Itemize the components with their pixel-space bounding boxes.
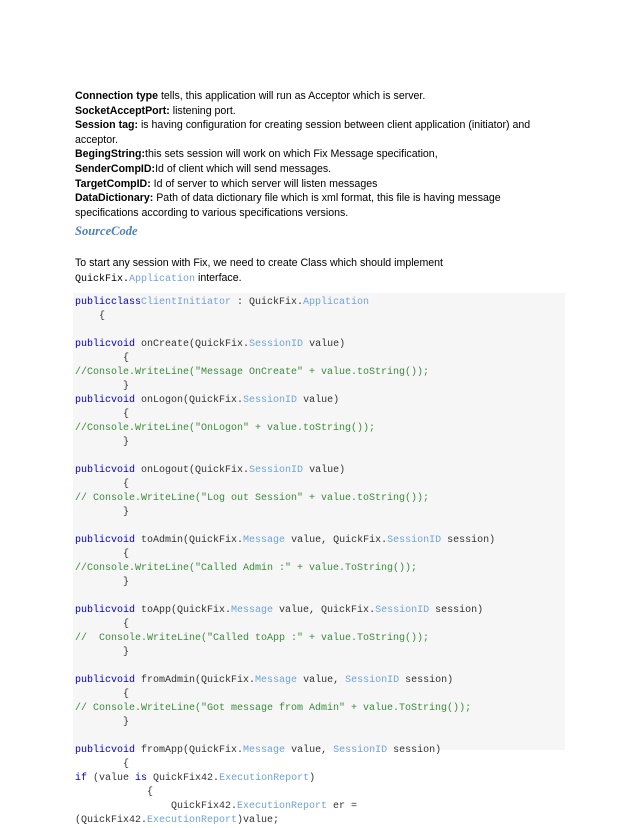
code-token: : QuickFix.: [231, 297, 304, 308]
definition-item: [75, 191, 565, 220]
code-token: Message: [255, 675, 298, 686]
code-line: [75, 492, 565, 506]
code-token: publicvoid: [75, 395, 136, 406]
code-token: }: [75, 717, 130, 728]
definition-item: [75, 147, 565, 162]
definition-text: Id of server to which server will listen messages: [150, 177, 378, 190]
intro-code-line: [75, 271, 443, 288]
code-token: is: [135, 773, 148, 784]
code-line: [75, 562, 565, 576]
definitions-list: [75, 89, 565, 220]
definition-item: [75, 89, 565, 104]
code-token: ExecutionReport: [147, 815, 238, 826]
code-line: [75, 338, 565, 352]
code-token: publicvoid: [75, 745, 136, 756]
code-line: [75, 590, 565, 604]
code-listing: [73, 293, 565, 828]
code-token: fromAdmin(QuickFix.: [135, 675, 256, 686]
code-token: toApp(QuickFix.: [135, 605, 232, 616]
code-line: [75, 758, 565, 772]
definition-term: TargetCompID:: [75, 177, 151, 190]
definition-text: Id of client which will send messages.: [155, 162, 332, 175]
code-line: [75, 646, 565, 660]
code-line: [75, 632, 565, 646]
section-heading: SourceCode: [75, 224, 138, 238]
code-line: [75, 478, 565, 492]
code-line: [75, 450, 565, 464]
definition-term: Connection type: [75, 90, 158, 102]
code-line: [75, 352, 565, 366]
code-line: [75, 324, 565, 338]
code-token: SessionID: [249, 465, 304, 476]
code-token: if: [75, 773, 88, 784]
code-line: [75, 772, 565, 786]
code-token: SessionID: [249, 339, 304, 350]
code-line: [75, 716, 565, 730]
code-token: SessionID: [387, 535, 442, 546]
code-token: QuickFix42.: [147, 773, 220, 784]
code-line: [75, 422, 565, 436]
definition-text: this sets session will work on which Fix Message specification,: [145, 148, 438, 161]
code-line: [75, 674, 565, 688]
definition-item: [75, 118, 565, 147]
intro-paragraph: [75, 256, 443, 287]
code-line: [75, 730, 565, 744]
code-token: value,: [297, 675, 346, 686]
code-token: {: [75, 479, 130, 490]
code-token: SessionID: [345, 675, 400, 686]
code-token: SessionID: [243, 395, 298, 406]
intro-suffix: interface.: [195, 271, 242, 284]
code-token: {: [75, 619, 130, 630]
code-token: //Console.WriteLine("Called Admin :" + value.ToString());: [75, 563, 418, 574]
code-line: [75, 520, 565, 534]
code-line: [75, 366, 565, 380]
code-token: ExecutionReport: [219, 773, 310, 784]
code-line: [75, 702, 565, 716]
code-token: (value: [87, 773, 136, 784]
code-line: [75, 310, 565, 324]
definition-term: BegingString:: [75, 148, 146, 161]
code-token: {: [75, 787, 154, 798]
code-line: [75, 688, 565, 702]
code-line: [75, 744, 565, 758]
code-token: {: [75, 409, 130, 420]
code-token: publicvoid: [75, 465, 136, 476]
code-token: onLogout(QuickFix.: [135, 465, 250, 476]
code-token: publicvoid: [75, 535, 136, 546]
code-token: Message: [231, 605, 274, 616]
code-line: [75, 660, 565, 674]
code-token: }: [75, 577, 130, 588]
code-line: [75, 380, 565, 394]
code-token: fromApp(QuickFix.: [135, 745, 244, 756]
code-token: session): [399, 675, 454, 686]
definition-text: listening port.: [169, 104, 236, 117]
definition-text: is having configuration for creating session between client application (initiator) and acceptor.: [75, 119, 531, 146]
definition-term: DataDictionary:: [75, 192, 154, 205]
code-token: publicvoid: [75, 605, 136, 616]
definition-text: tells, this application will run as Acceptor which is server.: [158, 90, 426, 102]
code-token: SessionID: [333, 745, 388, 756]
code-token: ): [309, 773, 316, 784]
code-line: [75, 506, 565, 520]
definition-term: Session tag:: [75, 119, 138, 132]
definition-item: [75, 177, 565, 192]
code-token: Message: [243, 535, 286, 546]
code-token: {: [75, 311, 106, 322]
code-token: //Console.WriteLine("OnLogon" + value.toString());: [75, 423, 376, 434]
code-line: [75, 786, 565, 800]
code-line: [75, 548, 565, 562]
code-token: publicvoid: [75, 339, 136, 350]
code-token: // Console.WriteLine("Called toApp :" + value.ToString());: [75, 633, 430, 644]
code-line: [75, 604, 565, 618]
code-token: {: [75, 759, 130, 770]
intro-line: To start any session with Fix, we need to create Class which should implement: [75, 257, 444, 269]
code-token: Message: [243, 745, 286, 756]
code-token: value): [297, 395, 340, 406]
code-token: publicclass: [75, 297, 142, 308]
code-line: [75, 464, 565, 478]
code-token: }: [75, 381, 130, 392]
intro-code-type: Application: [129, 273, 196, 285]
code-token: onLogon(QuickFix.: [135, 395, 244, 406]
definition-item: [75, 104, 565, 119]
code-token: SessionID: [375, 605, 430, 616]
code-token: value, QuickFix.: [273, 605, 376, 616]
code-token: (QuickFix42.: [75, 815, 148, 826]
code-token: ExecutionReport: [237, 801, 328, 812]
code-line: [75, 394, 565, 408]
code-token: }: [75, 507, 130, 518]
code-token: value): [303, 465, 346, 476]
code-token: value, QuickFix.: [285, 535, 388, 546]
code-token: // Console.WriteLine("Log out Session" + value.toString());: [75, 493, 430, 504]
definition-text: Path of data dictionary file which is xml format, this file is having message specifications according to various specifications versions.: [75, 192, 501, 219]
code-token: {: [75, 689, 130, 700]
code-token: publicvoid: [75, 675, 136, 686]
code-token: value): [303, 339, 346, 350]
definition-term: SocketAcceptPort:: [75, 104, 170, 117]
code-line: [75, 296, 565, 310]
code-line: [75, 618, 565, 632]
code-token: Application: [303, 297, 370, 308]
code-token: toAdmin(QuickFix.: [135, 535, 244, 546]
code-token: // Console.WriteLine("Got message from Admin" + value.ToString());: [75, 703, 472, 714]
definition-item: [75, 162, 565, 177]
code-token: value,: [285, 745, 334, 756]
definition-term: SenderCompID:: [75, 162, 156, 175]
code-block: [73, 293, 565, 826]
code-token: {: [75, 353, 130, 364]
code-token: ClientInitiator: [141, 297, 232, 308]
code-token: er =: [327, 801, 358, 812]
code-token: {: [75, 549, 130, 560]
intro-code-prefix: QuickFix.: [75, 273, 130, 285]
code-line: [75, 408, 565, 422]
code-token: )value;: [237, 815, 280, 826]
code-token: QuickFix42.: [75, 801, 238, 812]
code-token: session): [387, 745, 442, 756]
code-token: }: [75, 437, 130, 448]
code-line: [75, 534, 565, 548]
code-token: onCreate(QuickFix.: [135, 339, 250, 350]
code-token: session): [441, 535, 496, 546]
code-line: [75, 576, 565, 590]
code-line: [75, 800, 565, 814]
code-token: session): [429, 605, 484, 616]
code-line: [75, 436, 565, 450]
code-token: //Console.WriteLine("Message OnCreate" + value.toString());: [75, 367, 430, 378]
code-token: }: [75, 647, 130, 658]
